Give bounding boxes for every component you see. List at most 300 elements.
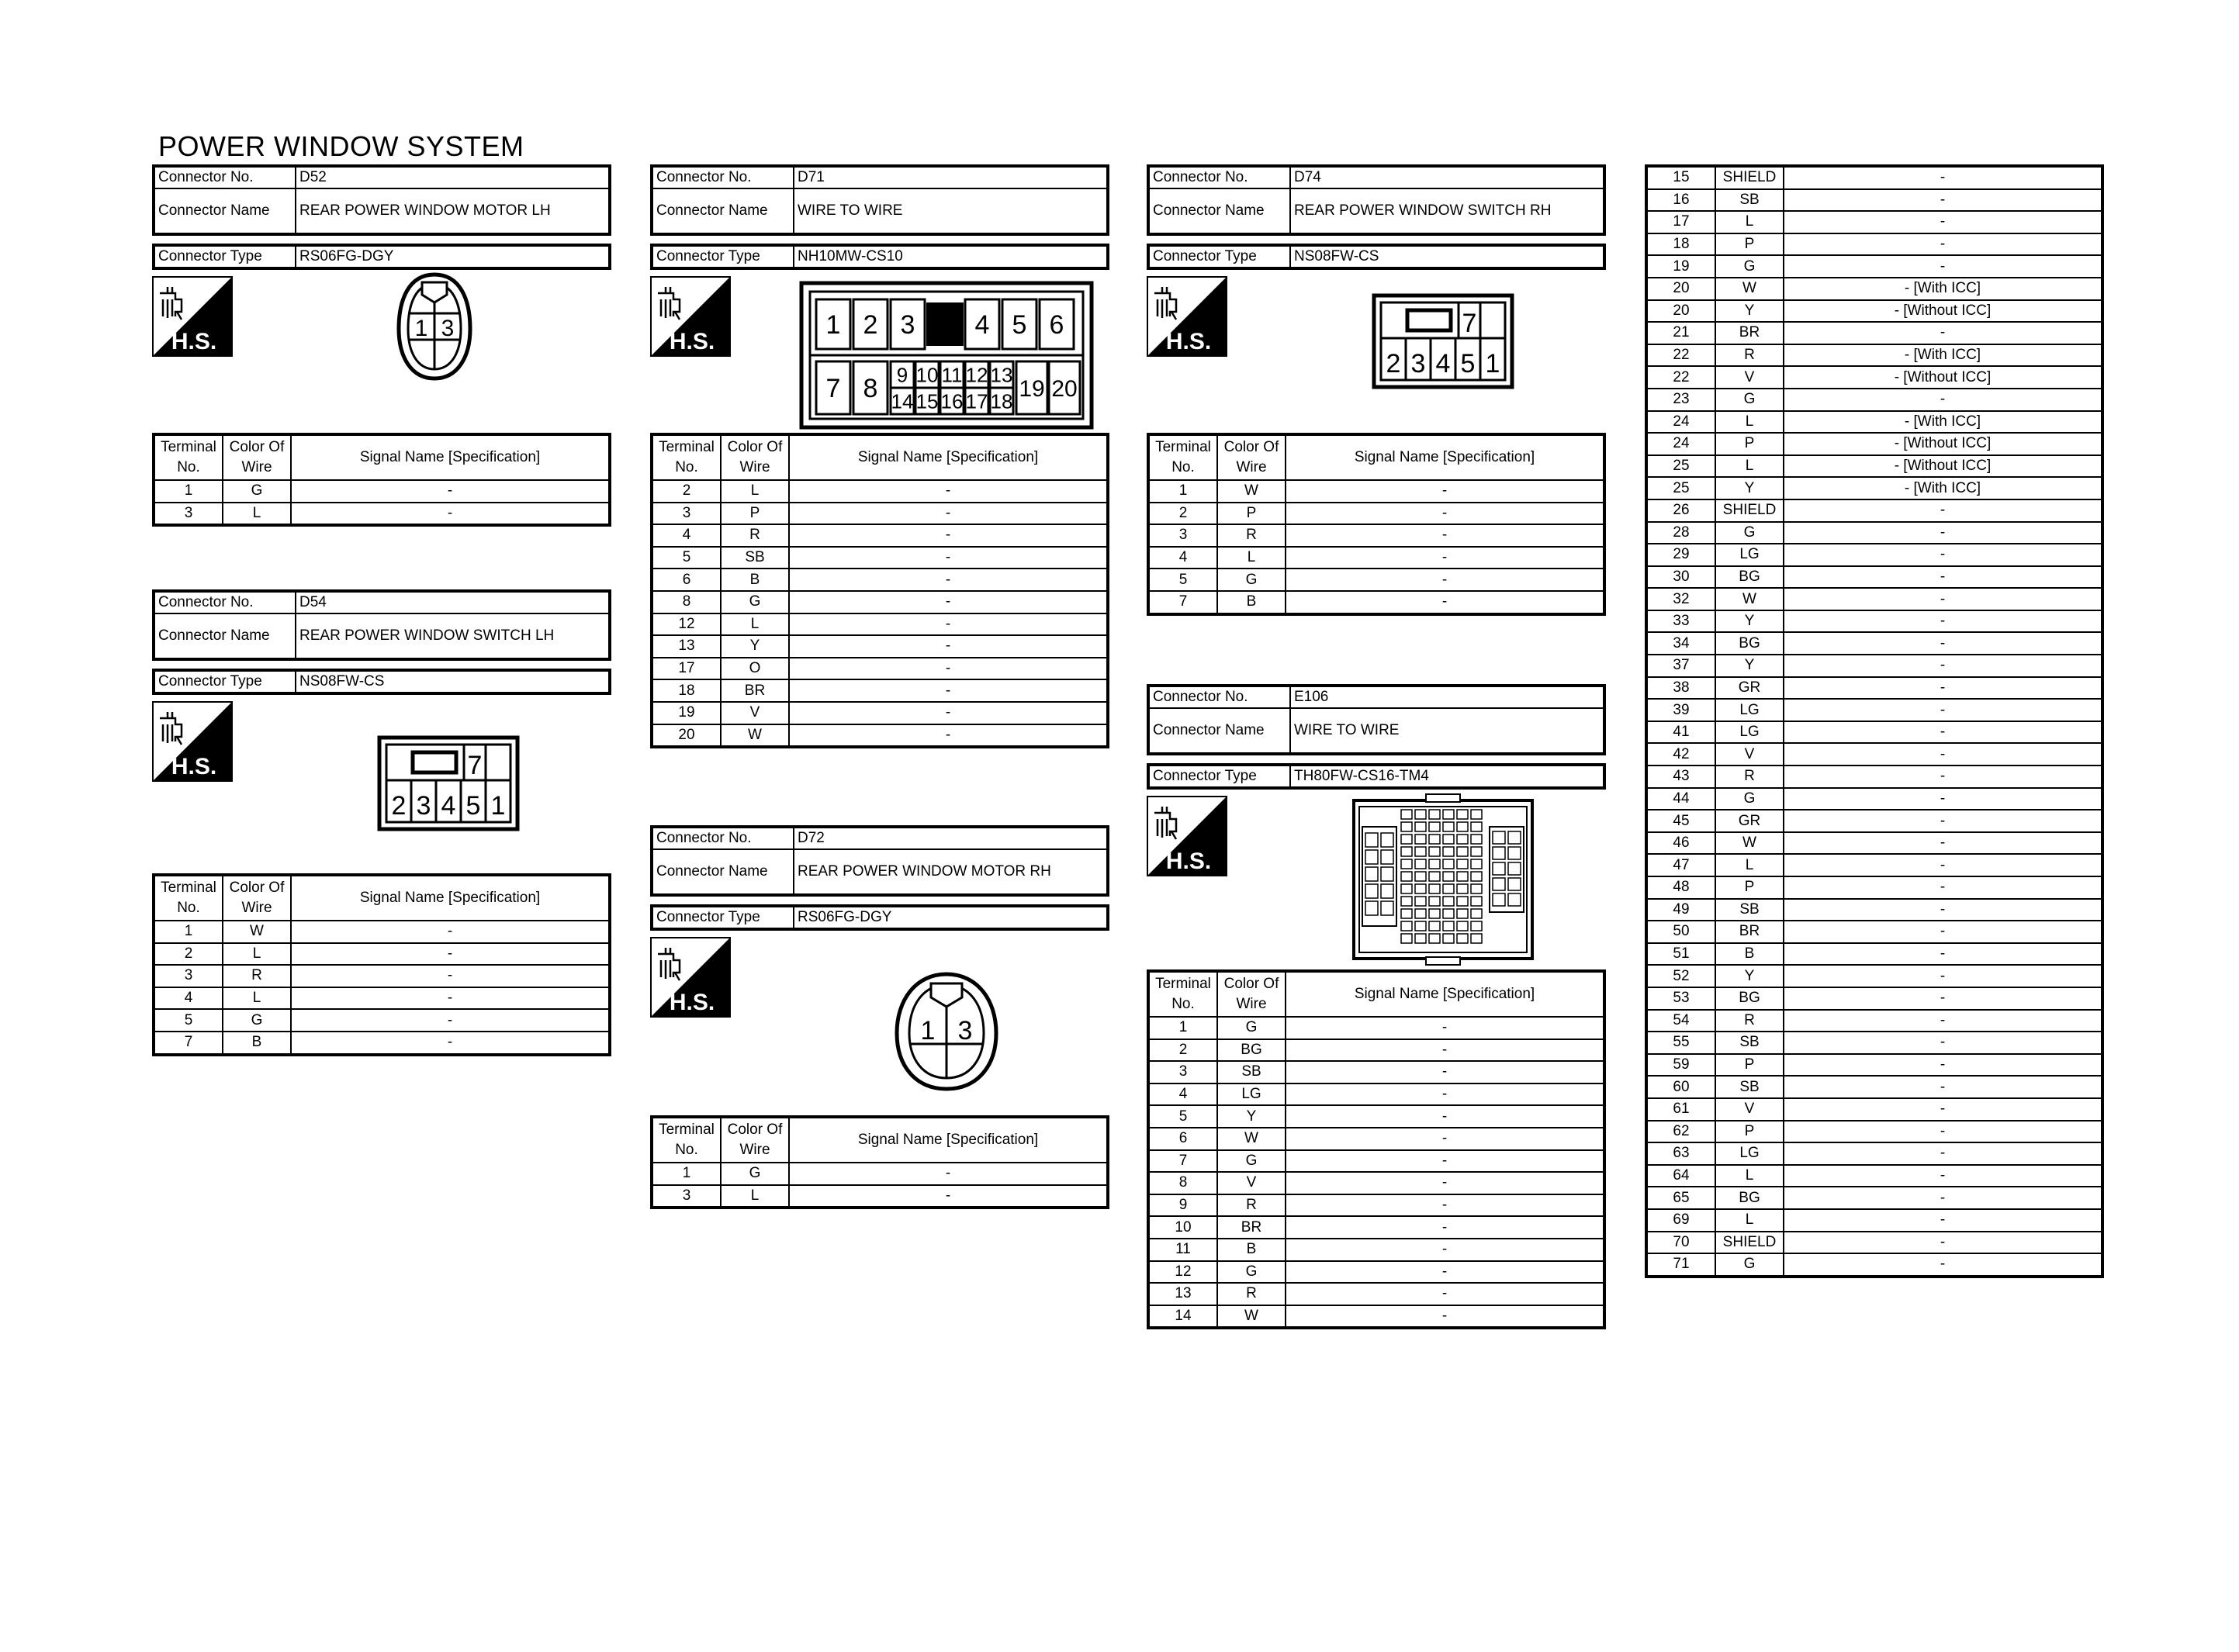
- hs-badge-text: H.S.: [1165, 848, 1212, 874]
- signal-name-cell: -: [1286, 1039, 1604, 1062]
- wire-color-cell: G: [223, 1009, 291, 1032]
- table-row: [652, 679, 1108, 702]
- terminal-no-header: Terminal No.: [154, 434, 223, 480]
- connector-no-value: D71: [794, 166, 1108, 188]
- table-row: [1646, 832, 2102, 855]
- terminal-no-cell: 22: [1646, 344, 1715, 367]
- signal-name-cell: -: [789, 1163, 1108, 1185]
- hs-badge-text: H.S.: [171, 754, 217, 779]
- table-row: [1148, 1105, 1604, 1128]
- terminal-table: [1147, 433, 1606, 616]
- wire-color-cell: G: [1715, 788, 1784, 810]
- signal-name-header: Signal Name [Specification]: [291, 875, 610, 921]
- signal-name-cell: -: [1286, 1305, 1604, 1329]
- wire-color-cell: L: [1715, 854, 1784, 876]
- terminal-no-cell: 26: [1646, 499, 1715, 522]
- signal-name-cell: -: [789, 591, 1108, 613]
- wire-color-cell: L: [721, 613, 789, 636]
- hs-badge-text: H.S.: [669, 329, 715, 354]
- table-row: [154, 1032, 610, 1055]
- signal-name-cell: -: [291, 480, 610, 503]
- connector-type-table: [152, 669, 611, 695]
- table-row: [652, 1185, 1108, 1208]
- terminal-no-cell: 8: [652, 591, 721, 613]
- terminal-no-cell: 54: [1646, 1010, 1715, 1032]
- signal-name-cell: -: [789, 547, 1108, 569]
- signal-name-cell: -: [291, 1009, 610, 1032]
- signal-name-cell: -: [1286, 1194, 1604, 1217]
- table-row: [1646, 544, 2102, 566]
- signal-name-cell: -: [1784, 721, 2102, 744]
- wire-color-cell: GR: [1715, 810, 1784, 832]
- signal-name-cell: -: [1286, 1216, 1604, 1239]
- signal-name-cell: -: [1286, 591, 1604, 614]
- wire-color-cell: L: [1715, 211, 1784, 233]
- terminal-no-cell: 17: [652, 658, 721, 680]
- terminal-no-cell: 59: [1646, 1054, 1715, 1077]
- signal-name-cell: -: [1286, 480, 1604, 503]
- wire-color-cell: SB: [1715, 189, 1784, 212]
- pin-label: 16: [940, 389, 964, 413]
- signal-name-header: Signal Name [Specification]: [291, 434, 610, 480]
- connector-block-d52: [152, 164, 611, 527]
- connector-no-label: Connector No.: [1148, 166, 1290, 188]
- terminal-no-cell: 21: [1646, 322, 1715, 344]
- wire-color-cell: Y: [1715, 965, 1784, 987]
- wire-color-cell: R: [1217, 524, 1286, 547]
- terminal-no-cell: 45: [1646, 810, 1715, 832]
- table-row: [1646, 455, 2102, 478]
- signal-name-cell: -: [1784, 677, 2102, 700]
- wire-color-cell: V: [1217, 1172, 1286, 1194]
- table-row: [652, 702, 1108, 724]
- connector-name-label: Connector Name: [1148, 708, 1290, 754]
- signal-name-cell: -: [789, 658, 1108, 680]
- terminal-no-cell: 24: [1646, 433, 1715, 455]
- table-row: [1646, 588, 2102, 610]
- signal-name-cell: -: [789, 569, 1108, 591]
- wire-color-cell: L: [1217, 547, 1286, 569]
- connector-type-label: Connector Type: [1148, 245, 1290, 268]
- pin-label: 3: [900, 310, 915, 340]
- pin-label: 7: [1462, 309, 1477, 338]
- e106-terminal-table-continued: [1645, 164, 2104, 1278]
- table-row: [1646, 766, 2102, 788]
- terminal-no-cell: 12: [1148, 1261, 1217, 1284]
- pin-label: 18: [990, 389, 1013, 413]
- hs-badge-text: H.S.: [171, 329, 217, 354]
- signal-name-cell: -: [1784, 211, 2102, 233]
- terminal-no-cell: 4: [1148, 1083, 1217, 1106]
- signal-name-cell: -: [1784, 1142, 2102, 1165]
- terminal-no-cell: 25: [1646, 477, 1715, 499]
- table-row: [1646, 477, 2102, 499]
- table-row: [154, 1009, 610, 1032]
- terminal-no-cell: 48: [1646, 876, 1715, 899]
- terminal-no-cell: 24: [1646, 411, 1715, 434]
- terminal-no-cell: 62: [1646, 1121, 1715, 1143]
- signal-name-cell: -: [1784, 921, 2102, 943]
- wire-color-cell: L: [1715, 1209, 1784, 1232]
- terminal-table: [1645, 164, 2104, 1278]
- connector-no-label: Connector No.: [154, 591, 296, 613]
- terminal-no-cell: 1: [1148, 1017, 1217, 1039]
- table-row: [1646, 166, 2102, 189]
- signal-name-cell: -: [789, 724, 1108, 748]
- terminal-no-cell: 70: [1646, 1232, 1715, 1254]
- pin-label: 1: [414, 316, 428, 341]
- signal-name-cell: -: [1784, 1187, 2102, 1209]
- signal-name-cell: -: [1286, 503, 1604, 525]
- terminal-table: [650, 433, 1109, 748]
- connector-type-table: [650, 904, 1109, 931]
- wire-color-cell: BG: [1715, 566, 1784, 589]
- terminal-no-cell: 61: [1646, 1098, 1715, 1121]
- table-row: [1646, 1187, 2102, 1209]
- signal-name-cell: - [With ICC]: [1784, 278, 2102, 300]
- connector-no-label: Connector No.: [652, 166, 794, 188]
- terminal-no-cell: 20: [1646, 300, 1715, 323]
- table-row: [1646, 233, 2102, 256]
- table-row: [1646, 1076, 2102, 1098]
- pin-label: 19: [1019, 375, 1045, 402]
- signal-name-cell: -: [1784, 544, 2102, 566]
- table-row: [1646, 1054, 2102, 1077]
- signal-name-cell: -: [1784, 1098, 2102, 1121]
- signal-name-cell: -: [789, 1185, 1108, 1208]
- terminal-no-cell: 4: [154, 987, 223, 1010]
- terminal-no-cell: 51: [1646, 943, 1715, 966]
- terminal-no-cell: 3: [1148, 1061, 1217, 1083]
- wire-color-cell: BR: [1715, 921, 1784, 943]
- connector-illustration: [1147, 270, 1606, 433]
- signal-name-cell: - [With ICC]: [1784, 477, 2102, 499]
- pin-label: 5: [1460, 349, 1476, 378]
- signal-name-header: Signal Name [Specification]: [789, 434, 1108, 480]
- terminal-no-cell: 65: [1646, 1187, 1715, 1209]
- terminal-no-header: Terminal No.: [652, 1117, 721, 1163]
- table-row: [1148, 1017, 1604, 1039]
- terminal-no-cell: 49: [1646, 899, 1715, 921]
- signal-name-cell: -: [789, 524, 1108, 547]
- wire-color-cell: G: [223, 480, 291, 503]
- wire-color-cell: G: [1715, 522, 1784, 544]
- connector-face-icon: [892, 969, 1001, 1094]
- table-row: [1148, 1172, 1604, 1194]
- connector-type-label: Connector Type: [154, 245, 296, 268]
- table-row: [1646, 876, 2102, 899]
- wire-color-cell: Y: [1715, 300, 1784, 323]
- table-row: [1646, 211, 2102, 233]
- terminal-no-cell: 37: [1646, 655, 1715, 677]
- table-row: [1148, 1305, 1604, 1329]
- connector-info-table: [1147, 164, 1606, 236]
- wire-color-cell: SB: [1217, 1061, 1286, 1083]
- table-row: [1646, 366, 2102, 389]
- wire-color-cell: R: [1217, 1194, 1286, 1217]
- wire-color-cell: W: [223, 921, 291, 943]
- pin-label: 13: [990, 363, 1013, 387]
- wire-color-cell: LG: [1217, 1083, 1286, 1106]
- table-row: [1646, 788, 2102, 810]
- connector-no-label: Connector No.: [652, 827, 794, 849]
- pin-label: 7: [467, 751, 483, 780]
- wire-color-cell: R: [1715, 1010, 1784, 1032]
- color-of-wire-header: Color Of Wire: [1217, 971, 1286, 1017]
- table-row: [1646, 411, 2102, 434]
- wire-color-cell: W: [1217, 1128, 1286, 1150]
- signal-name-cell: -: [1784, 610, 2102, 633]
- table-row: [1646, 522, 2102, 544]
- wire-color-cell: BG: [1715, 632, 1784, 655]
- connector-no-label: Connector No.: [154, 166, 296, 188]
- wire-color-cell: G: [1217, 1261, 1286, 1284]
- table-row: [1148, 1083, 1604, 1106]
- signal-name-cell: -: [1286, 569, 1604, 591]
- connector-info-table: [650, 825, 1109, 897]
- terminal-no-cell: 8: [1148, 1172, 1217, 1194]
- terminal-no-cell: 15: [1646, 166, 1715, 189]
- wire-color-cell: L: [223, 503, 291, 526]
- pin-label: 3: [441, 316, 455, 341]
- connector-face-icon: [1351, 793, 1535, 966]
- terminal-no-header: Terminal No.: [652, 434, 721, 480]
- signal-name-cell: -: [1784, 1121, 2102, 1143]
- terminal-no-cell: 38: [1646, 677, 1715, 700]
- signal-name-cell: - [Without ICC]: [1784, 455, 2102, 478]
- harness-side-icon: [650, 276, 731, 357]
- wire-color-cell: L: [1715, 1165, 1784, 1187]
- wire-color-cell: V: [1715, 366, 1784, 389]
- connector-type-table: [650, 244, 1109, 270]
- signal-name-cell: -: [1286, 1172, 1604, 1194]
- connector-illustration: [152, 695, 611, 873]
- pin-label: 1: [1485, 349, 1500, 378]
- signal-name-cell: -: [1784, 899, 2102, 921]
- table-row: [1148, 1128, 1604, 1150]
- wire-color-cell: V: [721, 702, 789, 724]
- terminal-no-cell: 6: [1148, 1128, 1217, 1150]
- terminal-no-cell: 63: [1646, 1142, 1715, 1165]
- wire-color-cell: B: [223, 1032, 291, 1055]
- wire-color-cell: G: [1715, 1253, 1784, 1277]
- table-row: [1646, 499, 2102, 522]
- connector-name-value: REAR POWER WINDOW SWITCH RH: [1290, 188, 1604, 234]
- connector-name-label: Connector Name: [652, 849, 794, 895]
- terminal-no-cell: 13: [1148, 1283, 1217, 1305]
- table-row: [1148, 480, 1604, 503]
- signal-name-cell: -: [789, 635, 1108, 658]
- signal-name-cell: -: [1286, 1239, 1604, 1261]
- table-row: [652, 503, 1108, 525]
- wire-color-cell: B: [1217, 591, 1286, 614]
- signal-name-cell: - [Without ICC]: [1784, 433, 2102, 455]
- wire-color-cell: W: [721, 724, 789, 748]
- table-row: [1148, 503, 1604, 525]
- connector-name-value: REAR POWER WINDOW MOTOR RH: [794, 849, 1108, 895]
- connector-face-icon: [1372, 293, 1514, 389]
- connector-illustration: [152, 270, 611, 433]
- signal-name-cell: - [With ICC]: [1784, 411, 2102, 434]
- connector-type-table: [1147, 763, 1606, 790]
- wire-color-cell: SB: [1715, 899, 1784, 921]
- wire-color-cell: L: [1715, 411, 1784, 434]
- terminal-table: [1147, 969, 1606, 1329]
- connector-block-d71: [650, 164, 1109, 748]
- connector-info-table: [152, 164, 611, 236]
- connector-illustration: [650, 931, 1109, 1115]
- pin-label: 6: [1049, 310, 1064, 340]
- signal-name-cell: -: [1784, 1209, 2102, 1232]
- connector-illustration: [1147, 790, 1606, 969]
- signal-name-cell: -: [789, 679, 1108, 702]
- connector-face-icon: [377, 735, 520, 831]
- table-row: [1148, 1061, 1604, 1083]
- terminal-no-cell: 47: [1646, 854, 1715, 876]
- harness-side-icon: [152, 276, 233, 357]
- connector-no-value: D72: [794, 827, 1108, 849]
- table-row: [1646, 610, 2102, 633]
- signal-name-cell: -: [291, 503, 610, 526]
- connector-type-value: TH80FW-CS16-TM4: [1290, 765, 1604, 788]
- terminal-no-cell: 2: [154, 943, 223, 966]
- wire-color-cell: Y: [1715, 610, 1784, 633]
- table-row: [1646, 1098, 2102, 1121]
- signal-name-cell: -: [1784, 233, 2102, 256]
- connector-illustration: [650, 270, 1109, 433]
- terminal-no-cell: 52: [1646, 965, 1715, 987]
- table-row: [1646, 300, 2102, 323]
- signal-name-cell: -: [1784, 854, 2102, 876]
- connector-block-d54: [152, 589, 611, 1056]
- wire-color-cell: W: [1715, 588, 1784, 610]
- wire-color-cell: R: [223, 965, 291, 987]
- pin-label: 17: [965, 389, 988, 413]
- signal-name-cell: -: [1286, 1128, 1604, 1150]
- terminal-no-cell: 3: [652, 1185, 721, 1208]
- terminal-no-cell: 13: [652, 635, 721, 658]
- terminal-no-cell: 17: [1646, 211, 1715, 233]
- terminal-no-cell: 7: [154, 1032, 223, 1055]
- terminal-no-cell: 14: [1148, 1305, 1217, 1329]
- wire-color-cell: L: [223, 987, 291, 1010]
- signal-name-cell: -: [1784, 166, 2102, 189]
- terminal-no-cell: 5: [1148, 1105, 1217, 1128]
- pin-label: 3: [957, 1016, 973, 1045]
- signal-name-cell: -: [1784, 766, 2102, 788]
- wire-color-cell: BG: [1217, 1039, 1286, 1062]
- pin-label: 11: [941, 363, 963, 387]
- table-row: [652, 524, 1108, 547]
- wire-color-cell: G: [721, 1163, 789, 1185]
- color-of-wire-header: Color Of Wire: [721, 434, 789, 480]
- pin-label: 2: [1386, 349, 1401, 378]
- signal-name-cell: -: [1286, 1061, 1604, 1083]
- connector-info-table: [152, 589, 611, 661]
- signal-name-cell: -: [1784, 987, 2102, 1010]
- signal-name-cell: -: [1784, 1010, 2102, 1032]
- table-row: [154, 987, 610, 1010]
- terminal-no-cell: 23: [1646, 389, 1715, 411]
- terminal-no-cell: 34: [1646, 632, 1715, 655]
- wire-color-cell: P: [1715, 233, 1784, 256]
- wire-color-cell: SB: [721, 547, 789, 569]
- harness-side-icon: [152, 701, 233, 782]
- connector-info-table: [650, 164, 1109, 236]
- wire-color-cell: B: [1715, 943, 1784, 966]
- connector-name-value: WIRE TO WIRE: [794, 188, 1108, 234]
- wire-color-cell: L: [1715, 455, 1784, 478]
- signal-name-header: Signal Name [Specification]: [1286, 434, 1604, 480]
- terminal-no-cell: 1: [154, 480, 223, 503]
- connector-name-label: Connector Name: [652, 188, 794, 234]
- table-row: [1646, 1032, 2102, 1054]
- signal-name-cell: -: [789, 613, 1108, 636]
- connector-type-label: Connector Type: [1148, 765, 1290, 788]
- terminal-no-cell: 29: [1646, 544, 1715, 566]
- wire-color-cell: SHIELD: [1715, 1232, 1784, 1254]
- wire-color-cell: G: [1715, 255, 1784, 278]
- signal-name-cell: -: [1784, 655, 2102, 677]
- signal-name-cell: -: [1784, 699, 2102, 721]
- pin-label: 3: [416, 791, 431, 821]
- wire-color-cell: P: [1715, 433, 1784, 455]
- signal-name-cell: -: [291, 987, 610, 1010]
- connector-type-table: [152, 244, 611, 270]
- table-row: [1148, 1150, 1604, 1173]
- terminal-no-cell: 9: [1148, 1194, 1217, 1217]
- terminal-no-cell: 11: [1148, 1239, 1217, 1261]
- wire-color-cell: BR: [1217, 1216, 1286, 1239]
- terminal-no-cell: 44: [1646, 788, 1715, 810]
- pin-label: 4: [974, 310, 990, 340]
- signal-name-cell: -: [1784, 632, 2102, 655]
- connector-name-label: Connector Name: [154, 188, 296, 234]
- connector-type-label: Connector Type: [652, 245, 794, 268]
- table-row: [652, 569, 1108, 591]
- terminal-no-cell: 16: [1646, 189, 1715, 212]
- wire-color-cell: W: [1217, 480, 1286, 503]
- terminal-no-cell: 18: [1646, 233, 1715, 256]
- terminal-no-cell: 2: [652, 480, 721, 503]
- terminal-no-cell: 4: [652, 524, 721, 547]
- connector-face-icon: [799, 281, 1094, 430]
- table-row: [652, 635, 1108, 658]
- terminal-no-cell: 43: [1646, 766, 1715, 788]
- table-row: [1646, 699, 2102, 721]
- table-row: [1646, 743, 2102, 766]
- terminal-no-cell: 60: [1646, 1076, 1715, 1098]
- hs-badge-text: H.S.: [669, 990, 715, 1015]
- table-row: [1646, 1209, 2102, 1232]
- pin-label: 12: [965, 363, 988, 387]
- wire-color-cell: R: [721, 524, 789, 547]
- wire-color-cell: LG: [1715, 699, 1784, 721]
- table-row: [1148, 547, 1604, 569]
- wire-color-cell: B: [1217, 1239, 1286, 1261]
- connector-type-table: [1147, 244, 1606, 270]
- signal-name-cell: -: [789, 503, 1108, 525]
- connector-name-value: REAR POWER WINDOW MOTOR LH: [296, 188, 610, 234]
- wire-color-cell: SHIELD: [1715, 499, 1784, 522]
- table-row: [1646, 632, 2102, 655]
- hs-badge-text: H.S.: [1165, 329, 1212, 354]
- connector-no-label: Connector No.: [1148, 686, 1290, 708]
- page-title: POWER WINDOW SYSTEM: [158, 130, 524, 162]
- terminal-no-cell: 6: [652, 569, 721, 591]
- wire-color-cell: W: [1715, 832, 1784, 855]
- wire-color-cell: BR: [1715, 322, 1784, 344]
